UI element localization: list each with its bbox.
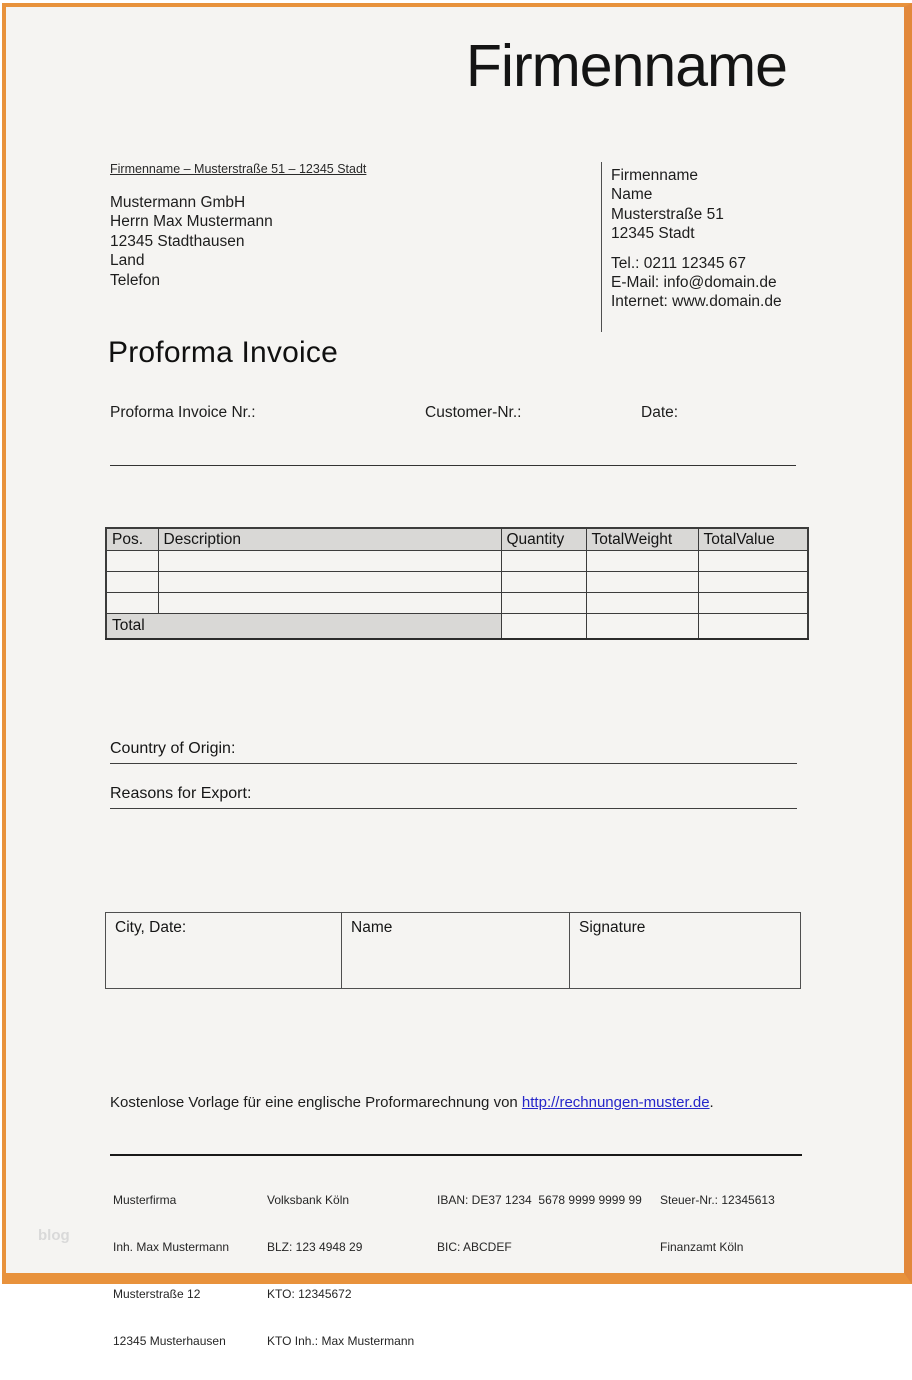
total-weight-cell <box>586 614 698 640</box>
address-divider-line <box>601 162 602 332</box>
table-row <box>106 593 808 614</box>
recipient-line: 12345 Stadthausen <box>110 232 245 250</box>
table-row <box>106 572 808 593</box>
footer-tax-column: Steuer-Nr.: 12345613 Finanzamt Köln <box>660 1193 775 1254</box>
reasons-for-export-label: Reasons for Export: <box>110 785 252 802</box>
attribution-text: Kostenlose Vorlage für eine englische Proformarechnung von <box>110 1094 522 1111</box>
invoice-number-label: Proforma Invoice Nr.: <box>110 404 256 421</box>
attribution-link[interactable]: http://rechnungen-muster.de <box>521 1094 710 1111</box>
company-email: E-Mail: info@domain.de <box>611 274 777 292</box>
company-address <box>611 166 782 244</box>
reasons-for-export-line <box>110 808 797 809</box>
document-heading: Proforma Invoice <box>108 336 338 369</box>
table-total-row <box>106 614 808 640</box>
items-table-header-row <box>106 528 808 551</box>
col-header-pos: Pos. <box>106 528 158 551</box>
name-cell: Name <box>341 913 569 988</box>
company-contact <box>611 254 782 312</box>
company-website: Internet: www.domain.de <box>611 293 782 311</box>
footer-bank-column: Volksbank Köln BLZ: 123 4948 29 KTO: 12345672 KTO Inh.: Max Mustermann <box>267 1193 415 1348</box>
total-label-cell: Total <box>106 614 501 640</box>
watermark-text: blog <box>38 1227 70 1244</box>
col-header-description: Description <box>158 528 501 551</box>
country-of-origin-label: Country of Origin: <box>110 740 236 757</box>
recipient-line: Telefon <box>110 271 160 289</box>
sender-return-address: Firmenname – Musterstraße 51 – 12345 Stadt <box>110 162 367 176</box>
recipient-line: Mustermann GmbH <box>110 194 246 211</box>
footer-separator-line <box>110 1154 802 1156</box>
company-title: Firmenname <box>465 33 787 99</box>
company-line: Firmenname <box>611 167 698 184</box>
col-header-totalvalue: TotalValue <box>698 528 808 551</box>
footer-company-column: Musterfirma Inh. Max Mustermann Musterstraße 12 12345 Musterhausen <box>113 1193 230 1348</box>
company-line: Musterstraße 51 <box>611 205 724 223</box>
header-separator-line <box>110 465 796 466</box>
attribution-suffix: . <box>709 1094 714 1111</box>
col-header-quantity: Quantity <box>501 528 586 551</box>
footer-iban-column: IBAN: DE37 1234 5678 9999 9999 99 BIC: ABCDEF <box>437 1193 642 1254</box>
total-value-cell <box>698 614 808 640</box>
signature-cell: Signature <box>569 913 800 988</box>
attribution-line <box>110 1094 714 1111</box>
company-phone: Tel.: 0211 12345 67 <box>611 254 747 272</box>
recipient-line: Herrn Max Mustermann <box>110 213 273 231</box>
items-table <box>105 527 809 640</box>
table-row <box>106 551 808 572</box>
signature-box <box>105 912 801 989</box>
customer-number-label: Customer-Nr.: <box>425 404 522 421</box>
date-label: Date: <box>641 404 679 421</box>
total-quantity-cell <box>501 614 586 640</box>
company-line: 12345 Stadt <box>611 225 695 243</box>
company-info-block <box>611 166 782 312</box>
col-header-totalweight: TotalWeight <box>586 528 698 551</box>
recipient-address-block <box>110 193 273 290</box>
city-date-cell: City, Date: <box>115 919 187 936</box>
recipient-line: Land <box>110 252 145 270</box>
company-line: Name <box>611 186 653 204</box>
country-of-origin-line <box>110 763 797 764</box>
